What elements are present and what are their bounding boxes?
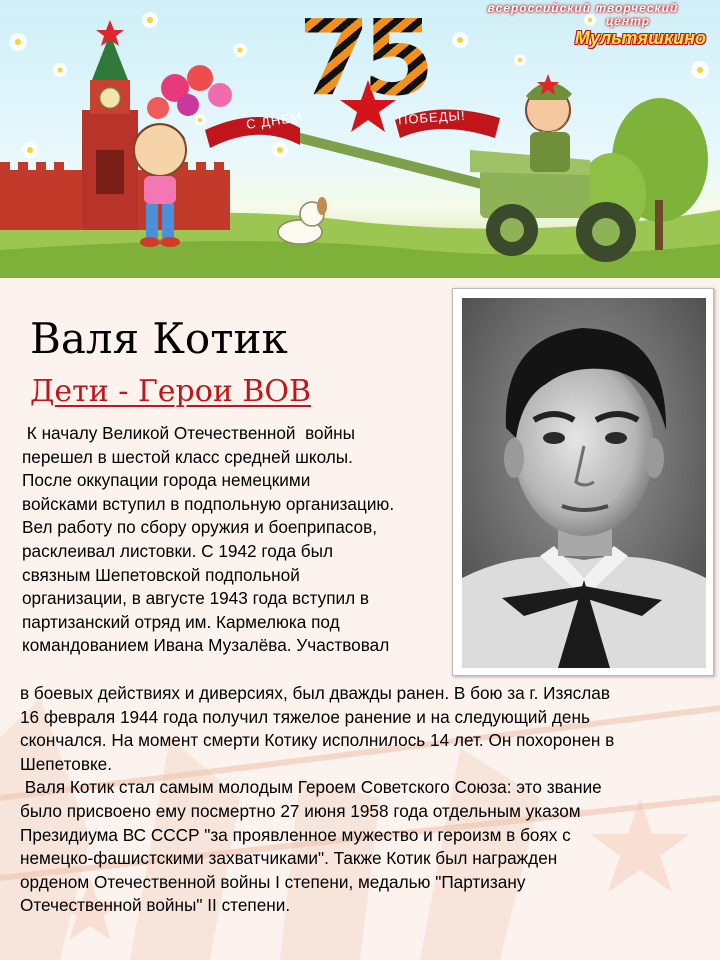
article-body	[0, 278, 720, 960]
biography-line: К началу Великой Отечественной войны	[22, 423, 356, 443]
biography-line: немецко-фашистскими захватчиками". Также Котик был награжден	[20, 848, 558, 869]
biography-line: Президиума ВС СССР "за проявленное мужество и героизм в боях с	[20, 824, 571, 845]
biography-text-upper	[22, 422, 394, 658]
organizer-caption	[458, 2, 708, 28]
series-subtitle: Дети - Герои ВОВ	[30, 374, 312, 409]
ribbon-text-right: ПОБЕДЫ!	[397, 107, 467, 128]
biography-line: Отечественной войны" II степени.	[20, 895, 291, 916]
biography-line: Вел работу по сбору оружия и боеприпасов,	[22, 517, 378, 538]
biography-line: было присвоено ему посмертно 27 июня 1958 года отдельным указом	[20, 800, 581, 821]
portrait-image	[462, 298, 706, 668]
organizer-line-2: центр	[605, 14, 651, 28]
biography-line: организации, в августе 1943 года вступил в	[22, 588, 370, 609]
biography-line: командованием Ивана Музалёва. Участвовал	[22, 635, 390, 656]
biography-line: Шепетовке.	[20, 753, 113, 774]
biography-line: 16 февраля 1944 года получил тяжелое ранение и на следующий день	[20, 706, 590, 727]
biography-line: орденом Отечественной войны I степени, медалью "Партизану	[20, 871, 526, 892]
organizer-line-1: всероссийский творческий	[487, 1, 679, 15]
biography-line: партизанский отряд им. Кармелюка под	[22, 611, 340, 632]
biography-line: расклеивал листовки. С 1942 года был	[22, 540, 334, 561]
portrait-photo-frame	[452, 288, 714, 676]
biography-line: скончался. На момент смерти Котику исполнилось 14 лет. Он похоронен в	[20, 730, 615, 751]
biography-line: связным Шепетовской подпольной	[22, 564, 300, 585]
portrait-photo	[462, 298, 706, 668]
header-banner	[0, 0, 720, 278]
biography-line: После оккупации города немецкими	[22, 470, 311, 491]
biography-line: войсками вступил в подпольную организацию.	[22, 493, 395, 514]
biography-line: перешел в шестой класс средней школы.	[22, 446, 353, 467]
hero-name-heading: Валя Котик	[30, 314, 288, 363]
ribbon-text-left: С ДНЕМ	[245, 109, 304, 132]
anniversary-number: 75	[298, 8, 438, 108]
biography-line: в боевых действиях и диверсиях, был дважды ранен. В бою за г. Изяслав	[20, 683, 610, 703]
brand-logo-text: Мультяшкино	[574, 28, 706, 48]
biography-text-lower	[20, 682, 614, 918]
biography-line: Валя Котик стал самым молодым Героем Советского Союза: это звание	[20, 777, 602, 798]
